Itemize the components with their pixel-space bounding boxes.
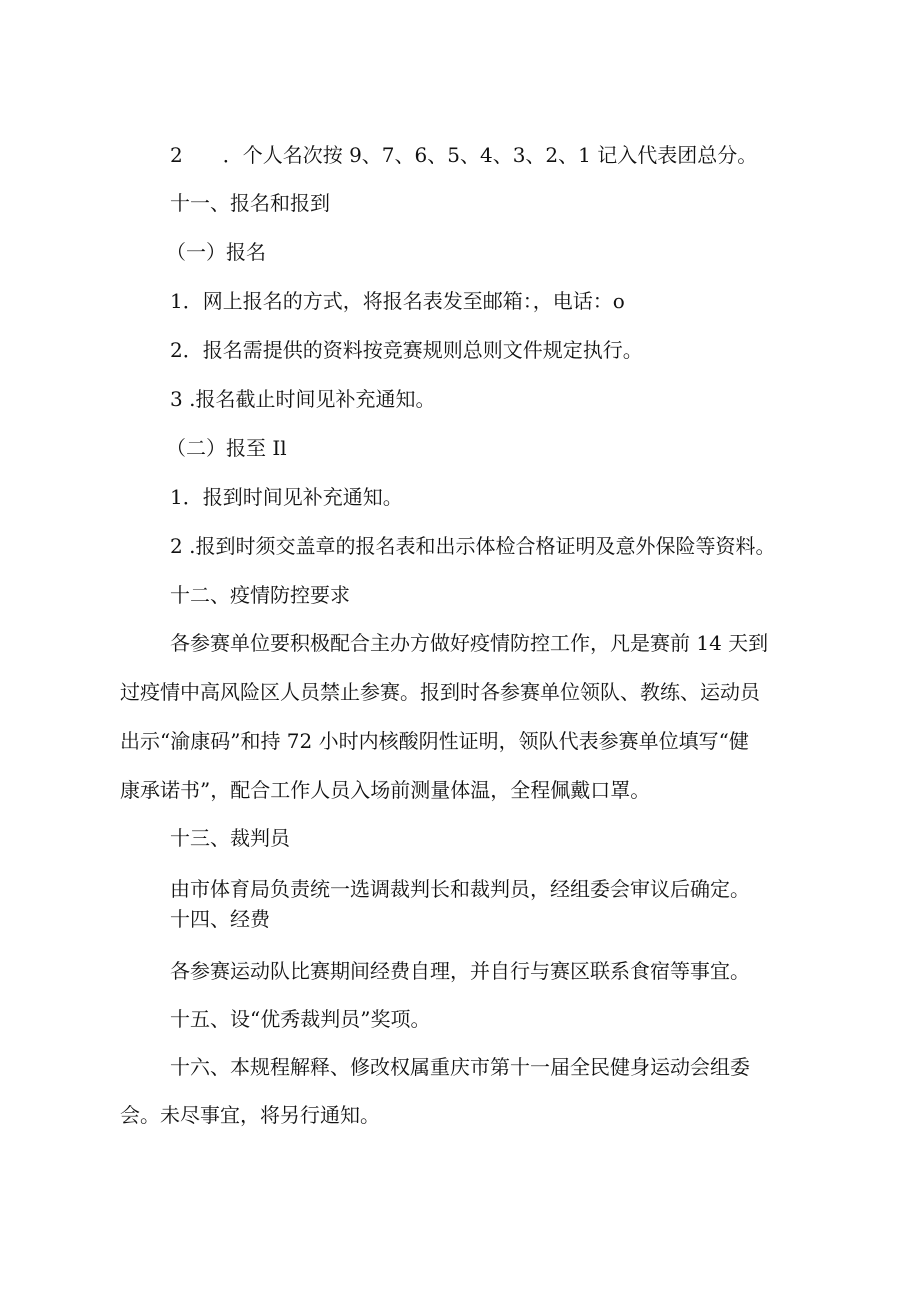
- checkin-item-1: 1．报到时间见补充通知。: [170, 485, 403, 509]
- section-12-heading: 十二、疫情防控要求: [170, 583, 350, 607]
- section-14-heading: 十四、经费: [170, 907, 270, 931]
- registration-item-1: 1．网上报名的方式，将报名表发至邮箱：，电话：o: [170, 289, 625, 313]
- epidemic-paragraph-line-4: 康承诺书”，配合工作人员入场前测量体温，全程佩戴口罩。: [120, 778, 651, 802]
- section-15-line: 十五、设“优秀裁判员”奖项。: [170, 1007, 431, 1031]
- section-11-heading: 十一、报名和报到: [170, 191, 330, 215]
- epidemic-paragraph-line-2: 过疫情中高风险区人员禁止参赛。报到时各参赛单位领队、教练、运动员: [120, 680, 760, 704]
- epidemic-paragraph-line-1: 各参赛单位要积极配合主办方做好疫情防控工作，凡是赛前 14 天到: [170, 631, 769, 655]
- subsection-checkin-heading: （二）报至 Il: [166, 436, 287, 460]
- epidemic-paragraph-line-3: 出示“渝康码”和持 72 小时内核酸阴性证明，领队代表参赛单位填写“健: [120, 729, 749, 753]
- funding-paragraph: 各参赛运动队比赛期间经费自理，并自行与赛区联系食宿等事宜。: [170, 959, 750, 983]
- section-13-heading: 十三、裁判员: [170, 826, 290, 850]
- scoring-rule-line: 2 ．个人名次按 9、7、6、5、4、3、2、1 记入代表团总分。: [170, 143, 758, 167]
- registration-item-3: 3 .报名截止时间见补充通知。: [170, 387, 436, 411]
- subsection-registration-heading: （一）报名: [166, 240, 266, 264]
- referee-paragraph: 由市体育局负责统一选调裁判长和裁判员，经组委会审议后确定。: [170, 877, 750, 901]
- section-16-line-2: 会。未尽事宜，将另行通知。: [120, 1103, 380, 1127]
- registration-item-2: 2．报名需提供的资料按竞赛规则总则文件规定执行。: [170, 338, 643, 362]
- checkin-item-2: 2 .报到时须交盖章的报名表和出示体检合格证明及意外保险等资料。: [170, 534, 776, 558]
- section-16-line-1: 十六、本规程解释、修改权属重庆市第十一届全民健身运动会组委: [170, 1055, 750, 1079]
